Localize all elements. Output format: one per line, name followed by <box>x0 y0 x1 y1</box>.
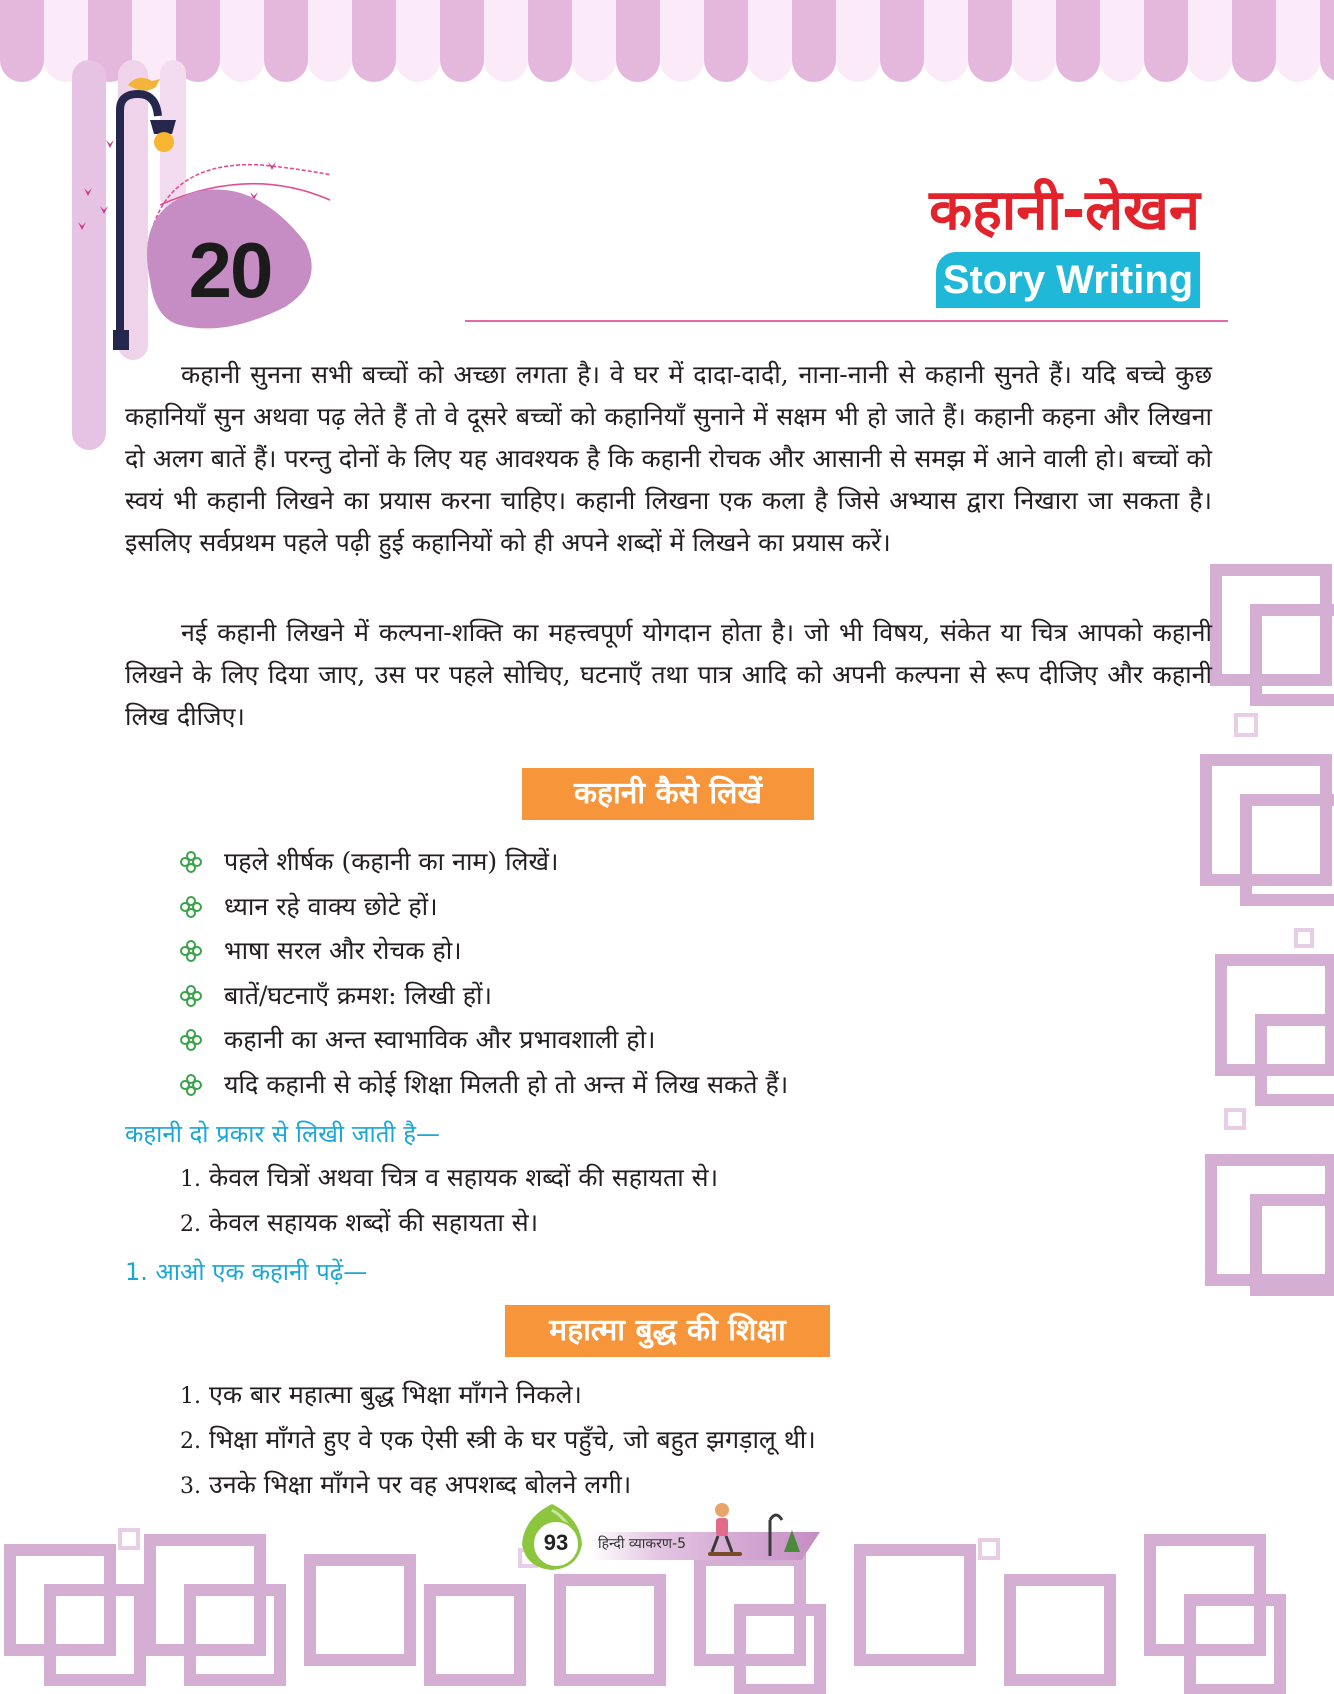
list-item <box>180 1462 1180 1507</box>
how-to-heading: कहानी कैसे लिखें <box>522 768 814 820</box>
list-item <box>180 885 1180 930</box>
chapter-title-hindi: कहानी-लेखन <box>929 178 1200 243</box>
story-types-intro: कहानी दो प्रकार से लिखी जाती है— <box>125 1120 441 1148</box>
item-number: 1. <box>180 1167 201 1192</box>
chapter-number: 20 <box>188 226 272 314</box>
flower-bullet-icon <box>180 1029 202 1051</box>
story-types-list <box>180 1155 1180 1245</box>
intro-paragraph-2: नई कहानी लिखने में कल्पना-शक्ति का महत्त्वपूर्ण योगदान होता है। जो भी विषय, संकेत या चित्र आपको कहानी लिखने के लिए दिया जाए, उस पर पहले सोचिए, घटनाएँ तथा पात्र आदि को अपनी कल्पना से रूप दीजिए और कहानी लिख दीजिए। <box>125 618 1212 731</box>
list-item-text: कहानी का अन्त स्वाभाविक और प्रभावशाली हो। <box>224 1025 656 1054</box>
item-text: केवल चित्रों अथवा चित्र व सहायक शब्दों की सहायता से। <box>209 1163 719 1192</box>
title-divider <box>465 320 1228 322</box>
list-item <box>180 1063 1180 1108</box>
item-number: 2. <box>180 1212 201 1237</box>
list-item <box>180 1155 1180 1200</box>
list-item-text: बातें/घटनाएँ क्रमश: लिखी हों। <box>224 980 492 1010</box>
item-number: 2. <box>180 1429 201 1454</box>
item-text: उनके भिक्षा माँगने पर वह अपशब्द बोलने लगी। <box>209 1470 632 1499</box>
item-text: भिक्षा माँगते हुए वे एक ऐसी स्त्री के घर पहुँचे, जो बहुत झगड़ालू थी। <box>209 1425 816 1454</box>
item-text: एक बार महात्मा बुद्ध भिक्षा माँगने निकले। <box>209 1380 582 1409</box>
list-item <box>180 1417 1180 1462</box>
story-lines-list <box>180 1372 1180 1507</box>
item-number: 1. <box>180 1384 201 1409</box>
how-to-list <box>180 840 1180 1107</box>
list-item <box>180 1200 1180 1245</box>
child-figure-icon <box>700 1500 820 1560</box>
read-story-intro: 1. आओ एक कहानी पढ़ें— <box>125 1258 368 1286</box>
flower-bullet-icon <box>180 1074 202 1096</box>
flower-bullet-icon <box>180 896 202 918</box>
chapter-title-english: Story Writing <box>936 252 1200 308</box>
list-item-text: यदि कहानी से कोई शिक्षा मिलती हो तो अन्त में लिख सकते हैं। <box>224 1069 789 1099</box>
list-item <box>180 929 1180 974</box>
list-item <box>180 1372 1180 1417</box>
squares-decoration-right <box>1196 540 1334 1360</box>
list-item-text: ध्यान रहे वाक्य छोटे हों। <box>224 891 438 921</box>
page-number: 93 <box>532 1520 580 1568</box>
item-number: 3. <box>180 1474 201 1499</box>
flower-bullet-icon <box>180 851 202 873</box>
list-item <box>180 974 1180 1019</box>
list-item <box>180 1018 1180 1063</box>
list-item-text: भाषा सरल और रोचक हो। <box>224 936 462 965</box>
story-title-heading: महात्मा बुद्ध की शिक्षा <box>505 1305 830 1357</box>
flower-bullet-icon <box>180 985 202 1007</box>
intro-paragraph-1: कहानी सुनना सभी बच्चों को अच्छा लगता है। वे घर में दादा-दादी, नाना-नानी से कहानी सुनते हैं। यदि बच्चे कुछ कहानियाँ सुन अथवा पढ़ लेते हैं तो वे दूसरे बच्चों को कहानियाँ सुनाने में सक्षम भी हो जाते हैं। कहानी कहना और लिखना दो अलग बातें हैं। परन्तु दोनों के लिए यह आवश्यक है कि कहानी रोचक और आसानी से समझ में आने वाली हो। बच्चों को स्वयं भी कहानी लिखने का प्रयास करना चाहिए। कहानी लिखना एक कला है जिसे अभ्यास द्वारा निखारा जा सकता है। इसलिए सर्वप्रथम पहले पढ़ी हुई कहानियों को ही अपने शब्दों में लिखने का प्रयास करें। <box>125 360 1212 557</box>
list-item <box>180 840 1180 885</box>
book-title: हिन्दी व्याकरण-5 <box>598 1536 686 1552</box>
list-item-text: पहले शीर्षक (कहानी का नाम) लिखें। <box>224 847 559 876</box>
item-text: केवल सहायक शब्दों की सहायता से। <box>209 1208 539 1237</box>
flower-bullet-icon <box>180 940 202 962</box>
